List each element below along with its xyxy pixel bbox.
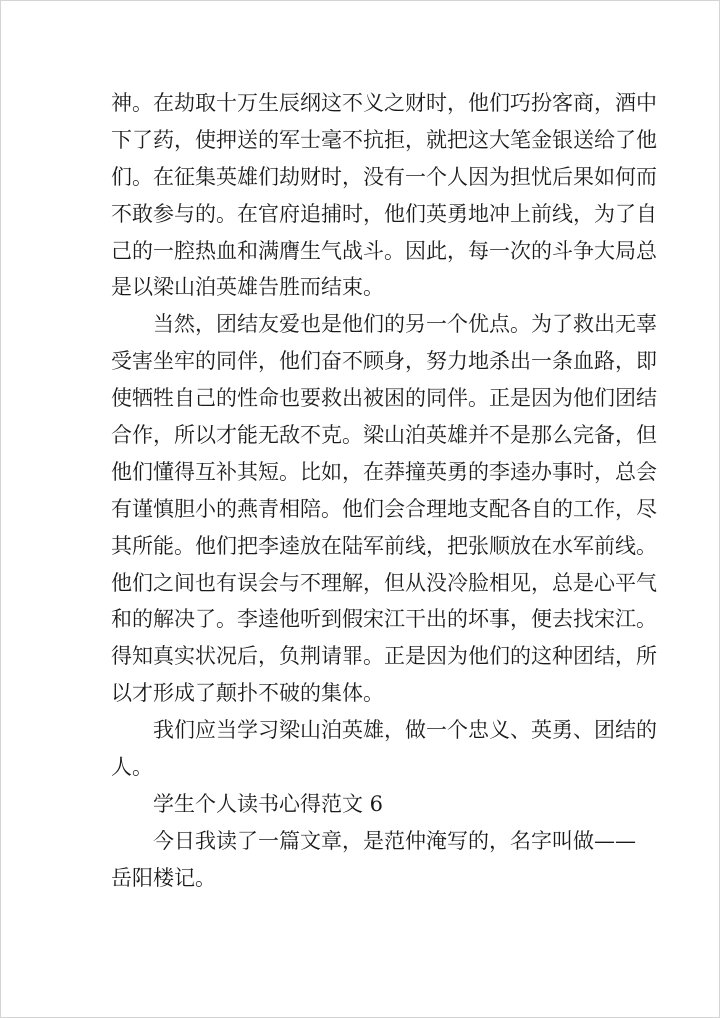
text-line: 他们之间也有误会与不理解，但从没冷脸相见，总是心平气 [111,570,657,595]
text-line: 下了药，使押送的军士毫不抗拒，就把这大笔金银送给了他 [111,127,657,152]
text-line: 合作，所以才能无敌不克。梁山泊英雄并不是那么完备，但 [111,423,657,448]
text-line: 有谨慎胆小的燕青相陪。他们会合理地支配各自的工作，尽 [111,496,657,521]
text-line: 当然，团结友爱也是他们的另一个优点。为了救出无辜 [153,312,657,337]
document-body [111,85,657,897]
text-line: 今日我读了一篇文章，是范仲淹写的，名字叫做—— [153,828,636,853]
text-line: 和的解决了。李逵他听到假宋江干出的坏事，便去找宋江。 [111,607,657,632]
text-line: 其所能。他们把李逵放在陆军前线，把张顺放在水军前线。 [111,533,657,558]
text-line: 神。在劫取十万生辰纲这不义之财时，他们巧扮客商，酒中 [111,91,657,115]
text-line: 己的一腔热血和满膺生气战斗。因此，每一次的斗争大局总 [111,238,657,263]
text-line: 他们懂得互补其短。比如，在莽撞英勇的李逵办事时，总会 [111,459,657,484]
text-line: 岳阳楼记。 [111,865,216,890]
text-line: 受害坐牢的同伴，他们奋不顾身，努力地杀出一条血路，即 [111,349,657,374]
text-line: 们。在征集英雄们劫财时，没有一个人因为担忧后果如何而 [111,164,657,189]
text-line: 不敢参与的。在官府追捕时，他们英勇地冲上前线，为了自 [111,201,657,226]
text-line: 得知真实状况后，负荆请罪。正是因为他们的这种团结，所 [111,644,657,669]
text-line: 使牺牲自己的性命也要救出被困的同伴。正是因为他们团结 [111,386,657,411]
text-line: 是以梁山泊英雄告胜而结束。 [111,275,384,300]
text-line: 我们应当学习梁山泊英雄，做一个忠义、英勇、团结的 [153,718,657,743]
section-heading: 学生个人读书心得范文 6 [153,791,384,816]
text-line: 人。 [111,755,153,780]
text-line: 以才形成了颠扑不破的集体。 [111,681,384,706]
